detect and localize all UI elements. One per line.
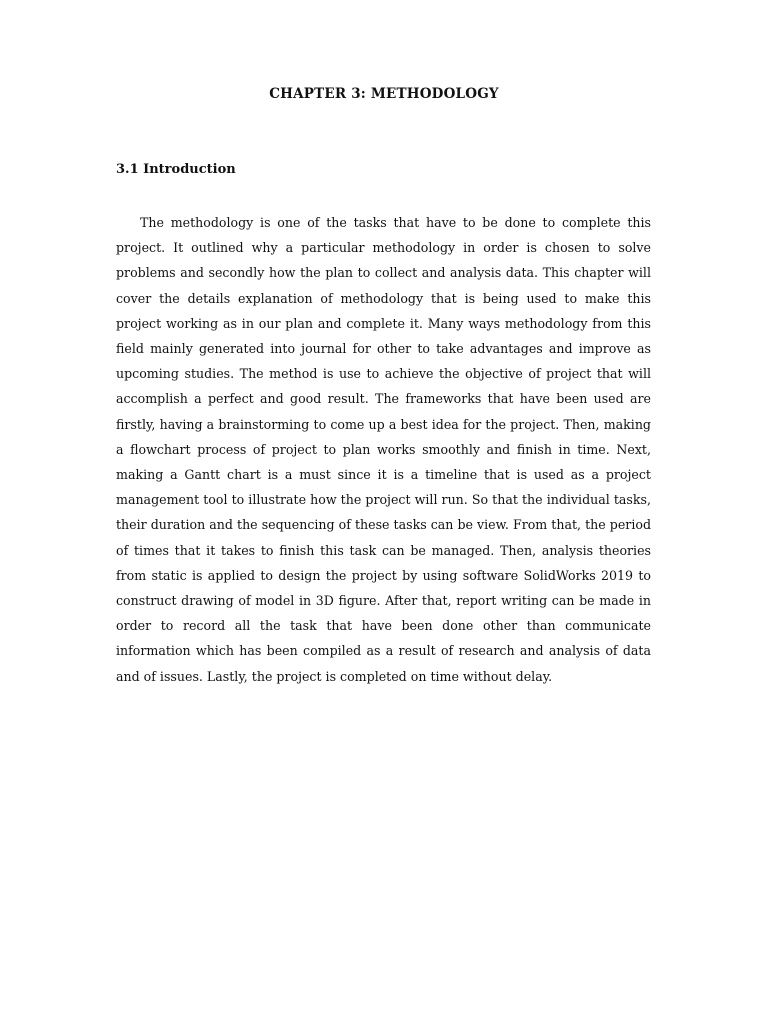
chapter-title: CHAPTER 3: METHODOLOGY [269, 86, 499, 102]
section-heading: 3.1 Introduction [116, 162, 236, 177]
introduction-paragraph: The methodology is one of the tasks that have to be done to complete this project. It outlined why a particular methodology in order is chosen to solve problems and secondly how the plan to collect and analysis data. This chapter will cover the details explanation of methodology that is being used to make this project working as in our plan and complete it. Many ways methodology from this field mainly generated into journal for other to take advantages and improve as upcoming studies. The method is use to achieve the objective of project that will accomplish a perfect and good result. The frameworks that have been used are firstly, having a brainstorming to come up a best idea for the project. Then, making a flowchart process of project to plan works smoothly and finish in time. Next, making a Gantt chart is a must since it is a timeline that is used as a project management tool to illustrate how the project will run. So that the individual tasks, their duration and the sequencing of these tasks can be view. From that, the period of times that it takes to finish this task can be managed. Then, analysis theories from static is applied to design the project by using software SolidWorks 2019 to construct drawing of model in 3D figure. After that, report writing can be made in order to record all the task that have been done other than communicate information which has been compiled as a result of research and analysis of data and of issues. Lastly, the project is completed on time without delay. [116, 215, 651, 684]
